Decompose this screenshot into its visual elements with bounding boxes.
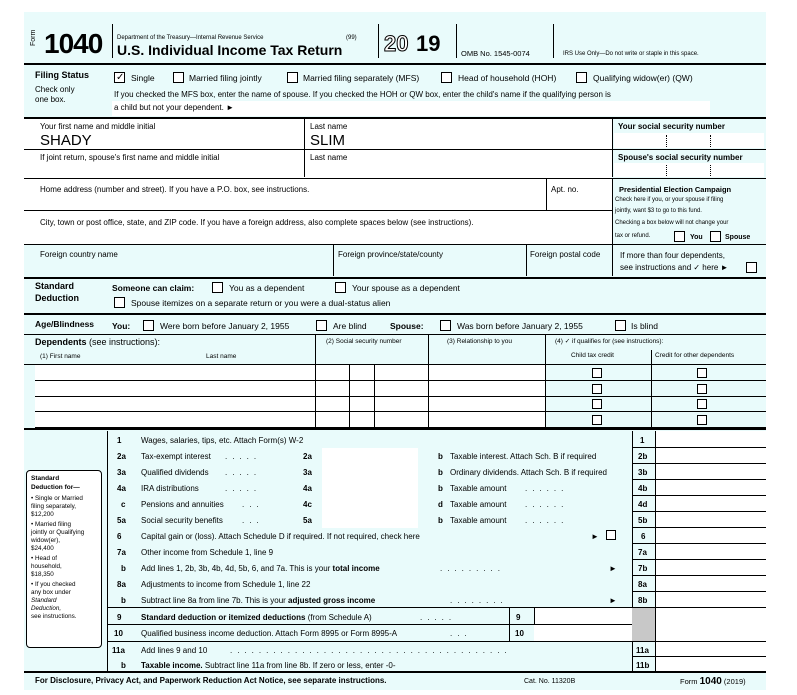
- age-heading: Age/Blindness: [35, 319, 95, 329]
- dep1-other-credit-checkbox[interactable]: [697, 368, 707, 378]
- line-11a-box: 11a: [636, 646, 649, 655]
- you-born-before-checkbox[interactable]: [143, 320, 154, 331]
- dep3-other-credit-checkbox[interactable]: [697, 399, 707, 409]
- line-5a-field[interactable]: [322, 512, 418, 528]
- dep-col-child-credit: Child tax credit: [571, 352, 614, 359]
- line-4c-num: c: [121, 500, 126, 509]
- line-3a-field[interactable]: [322, 464, 418, 480]
- spouse-dependent-checkbox[interactable]: [335, 282, 346, 293]
- dependents-heading-rest: (see instructions):: [86, 337, 161, 347]
- ssn-field[interactable]: [614, 133, 764, 148]
- campaign-text-3: Checking a box below will not change your: [615, 220, 729, 226]
- line-4d-num: d: [438, 500, 443, 509]
- line-9-text-post: (from Schedule A): [305, 613, 372, 622]
- sidebar-line: jointly or Qualifying: [31, 529, 85, 536]
- dependents-heading: [35, 338, 160, 347]
- footer-form-year: (2019): [721, 677, 746, 686]
- line-11a-text: Add lines 9 and 10: [141, 646, 208, 655]
- line-2a-num: 2a: [117, 452, 126, 461]
- sidebar-line: widow(er),: [31, 537, 61, 544]
- spouse-ssn-field[interactable]: [614, 163, 764, 177]
- foreign-postal-label: Foreign postal code: [530, 250, 601, 259]
- standard-deduction-sidebar: [26, 470, 102, 648]
- shaded-area: [632, 608, 655, 641]
- campaign-title: Presidential Election Campaign: [619, 185, 732, 194]
- line-3b-text: Ordinary dividends. Attach Sch. B if required: [450, 468, 607, 477]
- line-7b-text: [141, 565, 380, 573]
- filing-status-sub2: one box.: [35, 95, 66, 104]
- arrow-icon: ►: [609, 564, 617, 573]
- line-5b-text: Taxable amount: [450, 516, 507, 525]
- line-5a-num: 5a: [117, 516, 126, 525]
- arrow-icon: ►: [609, 596, 617, 605]
- year-outline: 20: [384, 31, 409, 56]
- foreign-country-label: Foreign country name: [40, 250, 118, 259]
- dep4-child-credit-checkbox[interactable]: [592, 415, 602, 425]
- amount-column[interactable]: [655, 431, 766, 671]
- line-10-num: 10: [114, 629, 123, 638]
- you-blind-checkbox[interactable]: [316, 320, 327, 331]
- home-address-label: Home address (number and street). If you have a P.O. box, see instructions.: [40, 185, 310, 194]
- first-name-value[interactable]: SHADY: [40, 132, 92, 149]
- line-7b-text-bold: total income: [332, 564, 380, 573]
- filing-instruction-2: a child but not your dependent. ►: [114, 103, 234, 112]
- line-11b-num: b: [121, 661, 126, 670]
- head-of-household-label: Head of household (HOH): [458, 73, 557, 83]
- dep1-child-credit-checkbox[interactable]: [592, 368, 602, 378]
- four-dependents-2: see instructions and ✓ here ►: [620, 263, 729, 272]
- line-9-field[interactable]: [534, 608, 632, 624]
- sidebar-line: $24,400: [31, 545, 54, 552]
- line-4a-text: IRA distributions: [141, 484, 199, 493]
- line-2b-num: b: [438, 452, 443, 461]
- you-blind-label: Are blind: [333, 321, 367, 331]
- sidebar-line: household,: [31, 563, 62, 570]
- line-8a-num: 8a: [117, 580, 126, 589]
- dep2-child-credit-checkbox[interactable]: [592, 384, 602, 394]
- line-2a-box: 2a: [303, 452, 312, 461]
- line-7a-num: 7a: [117, 548, 126, 557]
- line-5b-num: b: [438, 516, 443, 525]
- filing-instruction-1: If you checked the MFS box, enter the name of spouse. If you checked the HOH or QW box, enter the child's name if the qualifying person is: [114, 90, 611, 99]
- line-3a-num: 3a: [117, 468, 126, 477]
- married-jointly-label: Married filing jointly: [189, 73, 262, 83]
- line-2a-text: Tax-exempt interest: [141, 452, 211, 461]
- line-10-box: 10: [515, 629, 524, 638]
- single-checkbox[interactable]: [114, 72, 125, 83]
- foreign-province-label: Foreign province/state/county: [338, 250, 443, 259]
- line-8a-text: Adjustments to income from Schedule 1, line 22: [141, 580, 311, 589]
- you-dependent-label: You as a dependent: [229, 283, 305, 293]
- campaign-text-2: jointly, want $3 to go to this fund.: [615, 208, 702, 214]
- line-7b-box: 7b: [638, 564, 648, 573]
- footer-cat: Cat. No. 11320B: [524, 678, 576, 685]
- footer-notice: For Disclosure, Privacy Act, and Paperwork Reduction Act Notice, see separate instructions.: [35, 676, 387, 685]
- line-9-num: 9: [117, 613, 122, 622]
- dep2-other-credit-checkbox[interactable]: [697, 384, 707, 394]
- line-7a-text: Other income from Schedule 1, line 9: [141, 548, 274, 557]
- ssn-label: Your social security number: [618, 122, 725, 131]
- dep-col-last: Last name: [206, 353, 237, 360]
- dep-col-first: (1) First name: [40, 353, 81, 360]
- line-4a-field[interactable]: [322, 480, 418, 496]
- line-2a-field[interactable]: [322, 448, 418, 464]
- apt-label: Apt. no.: [551, 185, 579, 194]
- spouse-blind-checkbox[interactable]: [615, 320, 626, 331]
- spouse-ssn-label: Spouse's social security number: [618, 153, 743, 162]
- you-dependent-checkbox[interactable]: [212, 282, 223, 293]
- line-6-box: 6: [641, 532, 646, 541]
- line-4a-num: 4a: [117, 484, 126, 493]
- dep-col-ssn: (2) Social security number: [326, 338, 402, 345]
- std-ded-heading-2: Deduction: [35, 293, 79, 303]
- line-11b-box: 11b: [636, 661, 650, 670]
- spouse-itemizes-label: Spouse itemizes on a separate return or you were a dual-status alien: [131, 298, 391, 308]
- sidebar-line: Standard: [31, 597, 57, 604]
- sidebar-line: filing separately,: [31, 503, 77, 510]
- spouse-born-before-label: Was born before January 2, 1955: [457, 321, 583, 331]
- line-6-num: 6: [117, 532, 122, 541]
- sidebar-title-1: Standard: [31, 475, 60, 482]
- line-9-text: [141, 614, 372, 622]
- spouse-dependent-label: Your spouse as a dependent: [352, 283, 460, 293]
- spouse-last-name-label: Last name: [310, 153, 348, 162]
- line-8b-text: [141, 597, 375, 605]
- footer-form-pre: Form: [680, 677, 700, 686]
- line-5b-box: 5b: [638, 516, 648, 525]
- line-7a-box: 7a: [638, 548, 647, 557]
- line-2b-box: 2b: [638, 452, 648, 461]
- line-4d-box: 4d: [638, 500, 648, 509]
- line-3a-text: Qualified dividends: [141, 468, 209, 477]
- campaign-text-1: Check here if you, or your spouse if filing: [615, 197, 724, 203]
- sidebar-title-2: Deduction for—: [31, 484, 80, 491]
- last-name-value[interactable]: SLIM: [310, 132, 346, 149]
- married-separately-label: Married filing separately (MFS): [303, 73, 420, 83]
- last-name-label: Last name: [310, 122, 348, 131]
- campaign-you-checkbox[interactable]: [674, 231, 685, 242]
- dep-col-other-credit: Credit for other dependents: [655, 352, 735, 359]
- campaign-text-4: tax or refund.: [615, 233, 651, 239]
- line-7b-text-pre: Add lines 1, 2b, 3b, 4b, 4d, 5b, 6, and 7a. This is your: [141, 564, 333, 573]
- line-1-box: 1: [640, 436, 645, 445]
- someone-can-claim: Someone can claim:: [112, 283, 195, 293]
- line-11b-text-post: Subtract line 11a from line 8b. If zero or less, enter -0-: [202, 661, 396, 670]
- married-jointly-checkbox[interactable]: [173, 72, 184, 83]
- line-8a-box: 8a: [638, 580, 647, 589]
- dep3-child-credit-checkbox[interactable]: [592, 399, 602, 409]
- line-3b-num: b: [438, 468, 443, 477]
- footer-form: [680, 677, 746, 687]
- sidebar-line: • Married filing: [31, 521, 71, 528]
- dep-col-relationship: (3) Relationship to you: [447, 338, 513, 345]
- filing-status-heading: Filing Status: [35, 70, 89, 80]
- campaign-spouse-label: Spouse: [725, 234, 751, 241]
- sidebar-line: see instructions.: [31, 613, 77, 620]
- spouse-first-name-label: If joint return, spouse's first name and middle initial: [40, 153, 220, 162]
- sidebar-line: Deduction,: [31, 605, 62, 612]
- line-5a-text: Social security benefits: [141, 516, 223, 525]
- city-label: City, town or post office, state, and ZIP code. If you have a foreign address, also complete spaces below (see instructions).: [40, 218, 474, 227]
- you-born-before-label: Were born before January 2, 1955: [160, 321, 290, 331]
- line-11a-num: 11a: [112, 646, 125, 655]
- single-label: Single: [131, 73, 155, 83]
- form-number: 1040: [44, 28, 103, 59]
- spouse-blind-label: Is blind: [631, 321, 658, 331]
- sidebar-line: • Single or Married: [31, 495, 83, 502]
- dependents-heading-bold: Dependents: [35, 337, 87, 347]
- form-title: U.S. Individual Income Tax Return: [117, 42, 343, 58]
- line-9-text-bold: Standard deduction or itemized deductions: [141, 613, 306, 622]
- head-of-household-checkbox[interactable]: [441, 72, 452, 83]
- qualifying-widow-label: Qualifying widow(er) (QW): [593, 73, 693, 83]
- sidebar-line: • Head of: [31, 555, 58, 562]
- code: (99): [346, 35, 357, 41]
- arrow-icon: ►: [591, 532, 599, 541]
- spouse-itemizes-checkbox[interactable]: [114, 297, 125, 308]
- line-4b-text: Taxable amount: [450, 484, 507, 493]
- four-dependents-1: If more than four dependents,: [620, 251, 725, 260]
- year-bold: 19: [416, 31, 441, 56]
- line-4c-field[interactable]: [322, 496, 418, 512]
- more-dependents-checkbox[interactable]: [746, 262, 757, 273]
- line-1-text: Wages, salaries, tips, etc. Attach Form(s) W-2: [141, 436, 304, 445]
- line-9-box: 9: [516, 613, 521, 622]
- line-2b-text: Taxable interest. Attach Sch. B if required: [450, 452, 597, 461]
- line-4a-box: 4a: [303, 484, 312, 493]
- sidebar-line: any box under: [31, 589, 71, 596]
- married-separately-checkbox[interactable]: [287, 72, 298, 83]
- spouse-born-before-checkbox[interactable]: [440, 320, 451, 331]
- line-8b-box: 8b: [638, 596, 648, 605]
- filing-status-sub1: Check only: [35, 85, 75, 94]
- form-small-label: Form: [30, 29, 37, 46]
- omb-number: OMB No. 1545-0074: [461, 49, 530, 58]
- line-4b-num: b: [438, 484, 443, 493]
- qualifying-widow-checkbox[interactable]: [576, 72, 587, 83]
- age-spouse-label: Spouse:: [390, 321, 424, 331]
- irs-use-only: IRS Use Only—Do not write or staple in this space.: [563, 51, 699, 57]
- sidebar-line: $18,350: [31, 571, 54, 578]
- line-8b-text-bold: adjusted gross income: [288, 596, 376, 605]
- line-10-field[interactable]: [534, 625, 632, 641]
- line-3b-box: 3b: [638, 468, 648, 477]
- check-icon: ✓: [116, 72, 125, 83]
- line-6-checkbox[interactable]: [606, 530, 616, 540]
- age-you-label: You:: [112, 321, 131, 331]
- campaign-you-label: You: [690, 234, 703, 241]
- line-5a-box: 5a: [303, 516, 312, 525]
- line-11b-text-bold: Taxable income.: [141, 661, 203, 670]
- line-1-num: 1: [117, 436, 122, 445]
- footer-form-num: 1040: [699, 676, 722, 687]
- line-4d-text: Taxable amount: [450, 500, 507, 509]
- line-3a-box: 3a: [303, 468, 312, 477]
- line-8b-num: b: [121, 596, 126, 605]
- line-7b-num: b: [121, 564, 126, 573]
- line-11b-text: [141, 662, 395, 670]
- first-name-label: Your first name and middle initial: [40, 122, 156, 131]
- line-4c-box: 4c: [303, 500, 312, 509]
- line-10-text: Qualified business income deduction. Attach Form 8995 or Form 8995-A: [141, 629, 398, 638]
- line-8b-text-pre: Subtract line 8a from line 7b. This is your: [141, 596, 289, 605]
- dep-col-qualifies: (4) ✓ if qualifies for (see instructions):: [555, 338, 664, 345]
- sidebar-line: $12,200: [31, 511, 54, 518]
- department: Department of the Treasury—Internal Revenue Service: [117, 35, 264, 41]
- line-4b-box: 4b: [638, 484, 648, 493]
- line-6-text: Capital gain or (loss). Attach Schedule D if required. If not required, check here: [141, 532, 420, 541]
- campaign-spouse-checkbox[interactable]: [710, 231, 721, 242]
- dep4-other-credit-checkbox[interactable]: [697, 415, 707, 425]
- line-4c-text: Pensions and annuities: [141, 500, 224, 509]
- std-ded-heading-1: Standard: [35, 281, 75, 291]
- sidebar-line: • If you checked: [31, 581, 76, 588]
